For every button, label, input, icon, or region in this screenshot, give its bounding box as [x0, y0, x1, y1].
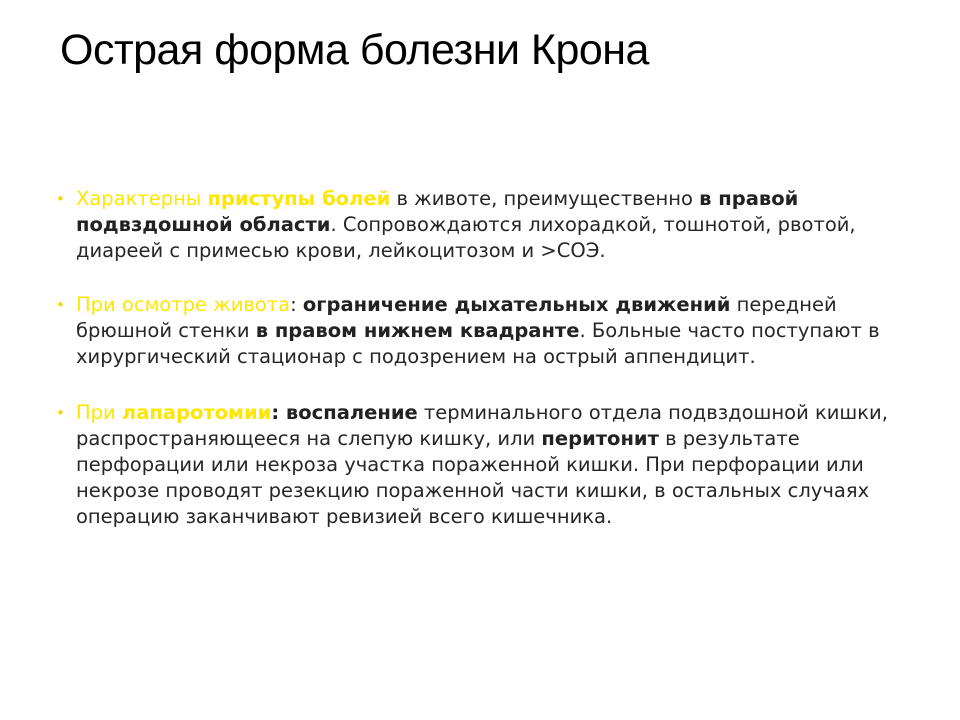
bullet-text-segment: : [290, 293, 303, 316]
bullet-text-segment: терминального отдела подвздошной кишки, распространяющееся на слепую кишку, или [76, 401, 888, 450]
bullet-text-segment: При осмотре живота [76, 293, 291, 316]
slide-body [56, 186, 906, 558]
bullet-text-segment: . Больные часто поступают в хирургический стационар с подозрением на острый аппендицит. [76, 319, 880, 368]
bullet-item [56, 292, 906, 370]
bullet-text-segment: воспаление [285, 401, 418, 424]
bullet-text-segment: перитонит [541, 427, 659, 450]
bullet-text-segment: ограничение дыхательных движений [302, 293, 731, 316]
bullet-dot-icon: • [56, 296, 65, 314]
bullet-text-segment: в правом нижнем квадранте [255, 319, 580, 342]
bullet-item [56, 400, 906, 530]
bullet-text-segment: в правой подвздошной области [76, 187, 799, 236]
bullet-dot-icon: • [56, 190, 65, 208]
bullet-text-segment: в животе, преимущественно [390, 187, 700, 210]
bullet-dot-icon: • [56, 404, 65, 422]
slide-title: Острая форма болезни Крона [60, 26, 649, 74]
bullet-text-segment: приступы болей [207, 187, 391, 210]
bullet-text-segment: Характерны [76, 187, 208, 210]
bullet-text-segment: . Сопровождаются лихорадкой, тошнотой, рвотой, диареей с примесью крови, лейкоцитозом и >СОЭ. [76, 213, 856, 262]
bullet-text-segment: При [76, 401, 122, 424]
bullet-text-segment: передней брюшной стенки [76, 293, 837, 342]
bullet-text-segment: в результате перфорации или некроза участка пораженной кишки. При перфорации или некрозе проводят резекцию пораженной части кишки, в остальных случаях операцию заканчивают ревизией всего кишечника. [76, 427, 870, 528]
bullet-text-segment: лапаротомии [121, 401, 272, 424]
bullet-text-segment: : [271, 401, 286, 424]
bullet-item [56, 186, 906, 264]
